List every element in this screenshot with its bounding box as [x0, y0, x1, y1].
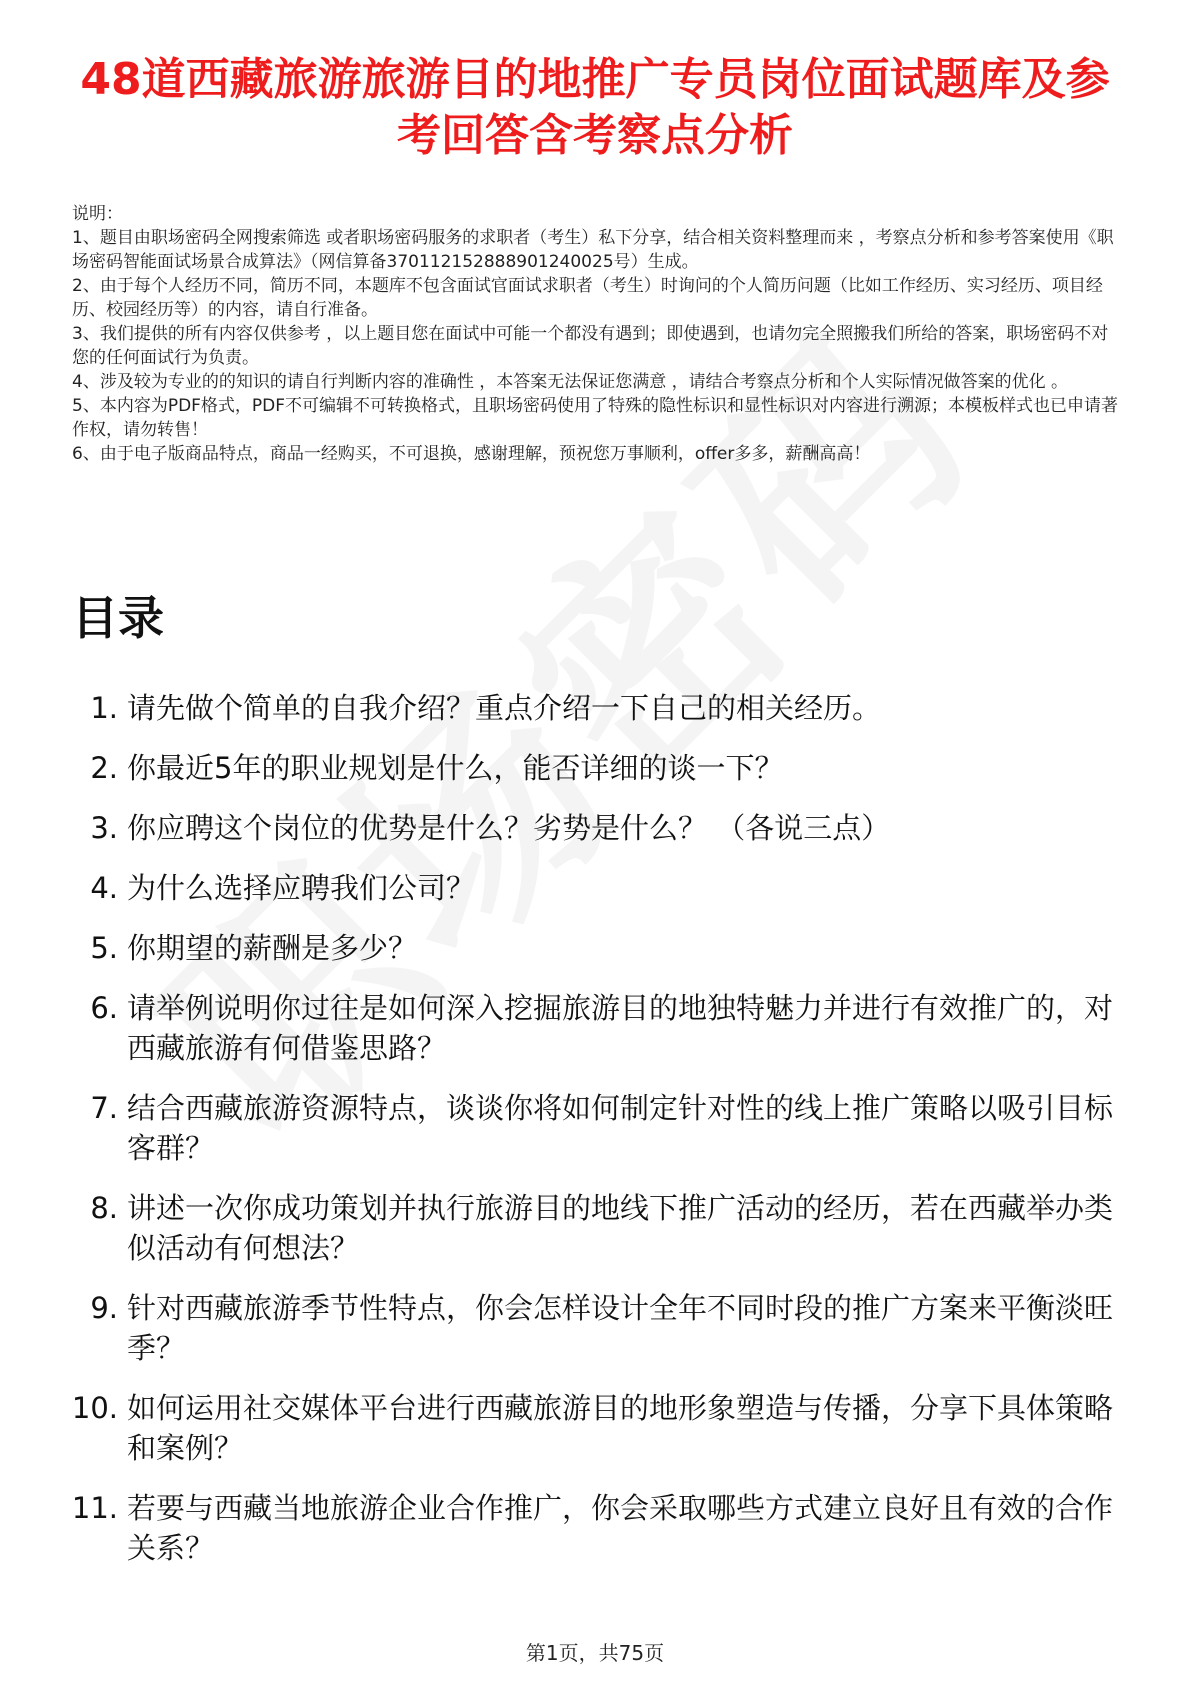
- toc-item[interactable]: [72, 1388, 1122, 1468]
- toc-item[interactable]: [72, 1488, 1122, 1568]
- toc-item-text: 针对西藏旅游季节性特点，你会怎样设计全年不同时段的推广方案来平衡淡旺季？: [127, 1291, 1114, 1365]
- toc-item-number: 10.: [71, 1391, 118, 1425]
- toc-item-number: 7.: [90, 1091, 118, 1125]
- toc-item-number: 11.: [71, 1491, 118, 1525]
- toc-item-number: 2.: [90, 751, 118, 785]
- notes-heading: 说明：: [72, 204, 123, 224]
- toc-item[interactable]: [72, 1088, 1122, 1168]
- page-title: 48道西藏旅游旅游目的地推广专员岗位面试题库及参考回答含考察点分析: [80, 54, 1110, 161]
- toc-item-number: 1.: [90, 691, 118, 725]
- toc-item-text: 结合西藏旅游资源特点，谈谈你将如何制定针对性的线上推广策略以吸引目标客群？: [127, 1091, 1114, 1165]
- toc-item[interactable]: [72, 808, 1122, 848]
- toc-item[interactable]: [72, 1188, 1122, 1268]
- toc-item-number: 9.: [90, 1291, 118, 1325]
- toc-heading: 目录: [72, 591, 164, 645]
- toc-item-text: 你最近5年的职业规划是什么，能否详细的谈一下？: [127, 751, 784, 785]
- note-item-4: 4、涉及较为专业的的知识的请自行判断内容的准确性 ，本答案无法保证您满意 ，请结合考察点分析和个人实际情况做答案的优化 。: [72, 372, 1069, 392]
- toc-item-text: 请先做个简单的自我介绍？重点介绍一下自己的相关经历。: [127, 691, 882, 725]
- note-item-3: 3、我们提供的所有内容仅供参考 ，以上题目您在面试中可能一个都没有遇到；即使遇到，也请勿完全照搬我们所给的答案，职场密码不对您的任何面试行为负责。: [72, 324, 1109, 368]
- toc-item-text: 如何运用社交媒体平台进行西藏旅游目的地形象塑造与传播，分享下具体策略和案例？: [127, 1391, 1114, 1465]
- toc-item-number: 4.: [90, 871, 118, 905]
- toc-item-number: 6.: [90, 991, 118, 1025]
- toc-item-number: 5.: [90, 931, 118, 965]
- toc-item-text: 你期望的薪酬是多少？: [127, 931, 418, 965]
- note-item-6: 6、由于电子版商品特点，商品一经购买，不可退换，感谢理解，预祝您万事顺利，offer多多，薪酬高高！: [72, 444, 871, 464]
- toc-item[interactable]: [72, 868, 1122, 908]
- toc-item-number: 3.: [90, 811, 118, 845]
- note-item-2: 2、由于每个人经历不同，简历不同，本题库不包含面试官面试求职者（考生）时询问的个人简历问题（比如工作经历、实习经历、项目经历、校园经历等）的内容，请自行准备。: [72, 276, 1103, 320]
- toc-item-number: 8.: [90, 1191, 118, 1225]
- toc-item-text: 若要与西藏当地旅游企业合作推广，你会采取哪些方式建立良好且有效的合作关系？: [127, 1491, 1114, 1565]
- note-item-5: 5、本内容为PDF格式，PDF不可编辑不可转换格式，且职场密码使用了特殊的隐性标识和显性标识对内容进行溯源；本模板样式也已申请著作权，请勿转售！: [72, 396, 1119, 440]
- toc-list: [72, 688, 1122, 1588]
- toc-item-text: 讲述一次你成功策划并执行旅游目的地线下推广活动的经历，若在西藏举办类似活动有何想法？: [127, 1191, 1114, 1265]
- toc-item[interactable]: [72, 1288, 1122, 1368]
- notes-section: [72, 202, 1122, 466]
- toc-item[interactable]: [72, 748, 1122, 788]
- toc-item[interactable]: [72, 988, 1122, 1068]
- note-item-1: 1、题目由职场密码全网搜索筛选 或者职场密码服务的求职者（考生）私下分享，结合相关资料整理而来 ，考察点分析和参考答案使用《职场密码智能面试场景合成算法》（网信算备370112152888901240025号）生成。: [72, 228, 1114, 272]
- toc-item[interactable]: [72, 688, 1122, 728]
- toc-item-text: 请举例说明你过往是如何深入挖掘旅游目的地独特魅力并进行有效推广的，对西藏旅游有何借鉴思路？: [127, 991, 1114, 1065]
- toc-item-text: 你应聘这个岗位的优势是什么？劣势是什么？ （各说三点）: [127, 811, 891, 845]
- page-footer: 第1页，共75页: [525, 1641, 665, 1665]
- toc-item[interactable]: [72, 928, 1122, 968]
- toc-item-text: 为什么选择应聘我们公司？: [127, 871, 476, 905]
